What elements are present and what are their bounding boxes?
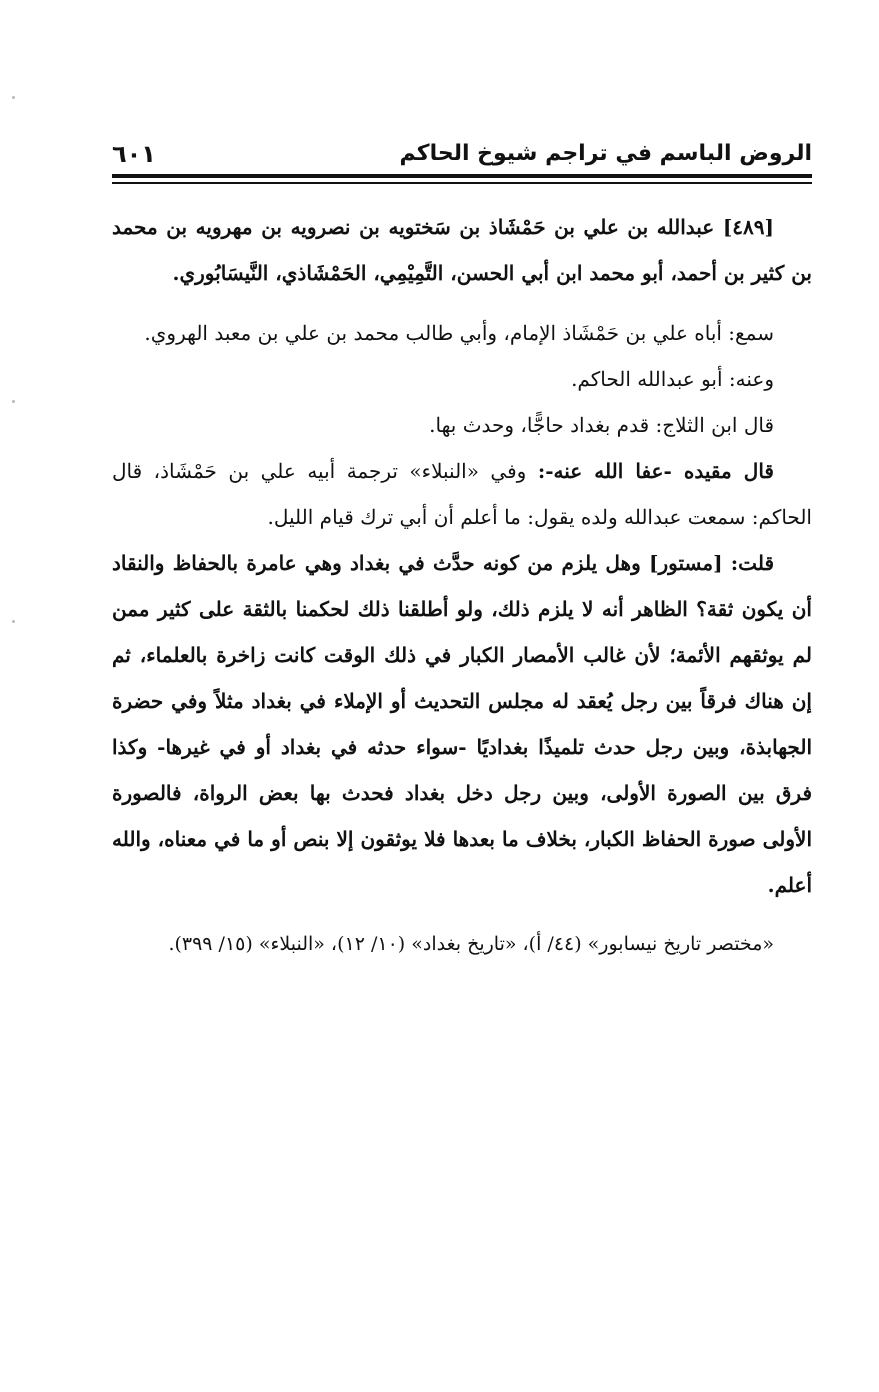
- header-rule-thick: [112, 174, 812, 178]
- ibn-thallaj-paragraph: قال ابن الثلاج: قدم بغداد حاجًّا، وحدث بها.: [429, 413, 774, 437]
- page-header: [112, 138, 812, 170]
- sources-paragraph: «مختصر تاريخ نيسابور» (٤٤/ أ)، «تاريخ بغداد» (١٠/ ١٢)، «النبلاء» (١٥/ ٣٩٩).: [168, 933, 774, 955]
- entry-heading: [٤٨٩] عبدالله بن علي بن حَمْشَاذ بن سَختويه بن نصرويه بن مهرويه بن محمد بن كثير بن أحمد، أبو محمد ابن أبي الحسن، التَّمِيْمِي، الحَمْشَاذي، النَّيسَابُوري.: [112, 215, 812, 285]
- editor-note-text: وفي «النبلاء» ترجمة أبيه علي بن حَمْشَاذ، قال الحاكم: سمعت عبدالله ولده يقول: ما أعلم أن أبي ترك قيام الليل.: [112, 459, 812, 529]
- scan-speck: [12, 620, 15, 623]
- scan-speck: [12, 400, 15, 403]
- editor-note-paragraph: [112, 448, 812, 540]
- scan-speck: [12, 96, 15, 99]
- narrators-paragraph: وعنه: أبو عبدالله الحاكم.: [571, 367, 774, 391]
- header-rule-thin: [112, 182, 812, 184]
- entry-body: [112, 204, 812, 966]
- running-title: الروض الباسم في تراجم شيوخ الحاكم: [399, 141, 812, 166]
- analysis-paragraph: قلت: [مستور] وهل يلزم من كونه حدَّث في بغداد وهي عامرة بالحفاظ والنقاد أن يكون ثقة؟ الظاهر أنه لا يلزم ذلك، ولو أطلقنا ذلك لحكمنا بالثقة على كثير ممن لم يوثقهم الأئمة؛ لأن غالب الأمصار الكبار في ذلك الوقت كانت زاخرة بالعلماء، ثم إن هناك فرقاً بين رجل يُعقد له مجلس التحديث أو الإملاء في بغداد مثلاً وفي حضرة الجهابذة، وبين رجل حدث تلميذًا بغداديًا -سواء حدثه في بغداد أو في غيرها- وكذا فرق بين الصورة الأولى، وبين رجل دخل بغداد فحدث بها بعض الرواة، فالصورة الأولى صورة الحفاظ الكبار، بخلاف ما بعدها فلا يوثقون إلا بنص أو ما في معناه، والله أعلم.: [112, 551, 812, 897]
- editor-note-label: قال مقيده -عفا الله عنه-:: [537, 459, 774, 483]
- page-number: ٦٠١: [112, 140, 156, 168]
- heard-from-paragraph: سمع: أباه علي بن حَمْشَاذ الإمام، وأبي طالب محمد بن علي بن معبد الهروي.: [144, 321, 774, 345]
